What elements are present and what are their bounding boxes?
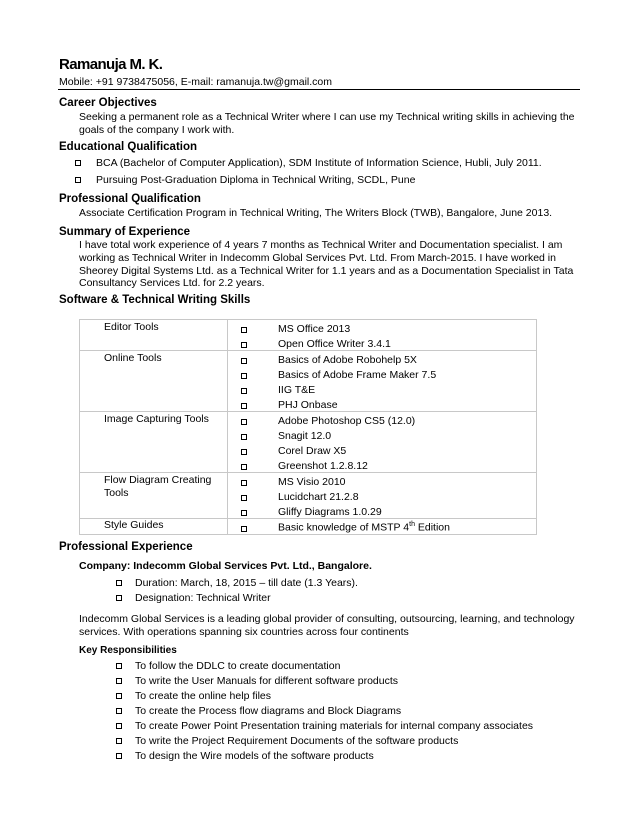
education-item [75, 174, 415, 186]
responsibility-item [116, 675, 398, 687]
skill-category-label: Style Guides [104, 519, 164, 531]
skill-item-text-end: Edition [414, 521, 450, 534]
skill-item-text: Basic knowledge of MSTP 4 [278, 521, 410, 534]
responsibility-text: To create Power Point Presentation training materials for internal company associates [135, 720, 534, 732]
skill-item: Greenshot 1.2.8.12 [278, 460, 368, 472]
bullet-square-icon [116, 580, 122, 586]
bullet-square-icon [241, 388, 247, 394]
bullet-square-icon [116, 663, 122, 669]
table-column-divider [227, 320, 228, 534]
skills-table [79, 319, 537, 535]
bullet-square-icon [241, 373, 247, 379]
bullet-square-icon [116, 753, 122, 759]
bullet-square-icon [241, 419, 247, 425]
skill-item: Adobe Photoshop CS5 (12.0) [278, 415, 416, 427]
skill-item: Basics of Adobe Robohelp 5X [278, 354, 417, 366]
responsibility-text: To write the User Manuals for different software products [135, 675, 399, 687]
contact-line: Mobile: +91 9738475056, E-mail: ramanuja.tw@gmail.com [59, 76, 333, 88]
skills-heading: Software & Technical Writing Skills [59, 294, 251, 306]
skill-category-label: Image Capturing Tools [104, 413, 209, 425]
table-row-divider [80, 411, 536, 412]
career-objectives-text: Seeking a permanent role as a Technical Writer where I can use my Technical writing skills in achieving the goals of the company I work with. [79, 111, 575, 136]
education-item-text: BCA (Bachelor of Computer Application), SDM Institute of Information Science, Hubli, July 2011. [96, 157, 542, 169]
bullet-square-icon [241, 327, 247, 333]
bullet-square-icon [116, 693, 122, 699]
skill-category-label: Flow Diagram Creating Tools [104, 474, 212, 499]
experience-detail-text: Designation: Technical Writer [135, 592, 271, 604]
responsibility-text: To design the Wire models of the software products [135, 750, 374, 762]
responsibility-item [116, 720, 533, 732]
education-item [75, 157, 542, 169]
responsibility-text: To follow the DDLC to create documentation [135, 660, 341, 672]
summary-text: I have total work experience of 4 years 7 months as Technical Writer and Documentation specialist. I am working as Technical Writer in Indecomm Global Services Pvt. Ltd. From March-2015. I have worked in Sheorey Digital Systems Ltd. as a Technical Writer for 1.1 years and as a Documentation Specialist in Tata Consultancy Services Ltd. for 2.2 years. [79, 239, 574, 290]
bullet-square-icon [241, 403, 247, 409]
experience-heading: Professional Experience [59, 541, 193, 553]
company-name: Company: Indecomm Global Services Pvt. Ltd., Bangalore. [79, 560, 372, 572]
experience-detail [116, 577, 358, 589]
skill-item: Corel Draw X5 [278, 445, 347, 457]
experience-detail [116, 592, 271, 604]
responsibility-item [116, 660, 340, 672]
responsibility-item [116, 690, 271, 702]
skill-item: Basics of Adobe Frame Maker 7.5 [278, 369, 437, 381]
bullet-square-icon [241, 358, 247, 364]
educational-qualification-heading: Educational Qualification [59, 141, 198, 153]
skill-item: PHJ Onbase [278, 399, 338, 411]
summary-heading: Summary of Experience [59, 226, 191, 238]
experience-detail-text: Duration: March, 18, 2015 – till date (1.3 Years). [135, 577, 358, 589]
skill-item: Open Office Writer 3.4.1 [278, 338, 391, 350]
bullet-square-icon [116, 723, 122, 729]
bullet-square-icon [116, 678, 122, 684]
bullet-square-icon [241, 449, 247, 455]
responsibility-item [116, 750, 374, 762]
skill-item: IIG T&E [278, 384, 316, 396]
bullet-square-icon [241, 510, 247, 516]
career-objectives-heading: Career Objectives [59, 97, 157, 109]
bullet-square-icon [75, 160, 81, 166]
professional-qualification-heading: Professional Qualification [59, 193, 201, 205]
skill-item: MS Visio 2010 [278, 476, 346, 488]
skill-item: Lucidchart 21.2.8 [278, 491, 359, 503]
bullet-square-icon [241, 464, 247, 470]
table-row-divider [80, 472, 536, 473]
professional-qualification-text: Associate Certification Program in Technical Writing, The Writers Block (TWB), Bangalore, June 2013. [79, 207, 553, 219]
responsibility-item [116, 735, 458, 747]
bullet-square-icon [241, 480, 247, 486]
skill-category-label: Online Tools [104, 352, 162, 364]
bullet-square-icon [241, 342, 247, 348]
skill-item [278, 521, 450, 534]
bullet-square-icon [241, 526, 247, 532]
bullet-square-icon [116, 595, 122, 601]
bullet-square-icon [241, 495, 247, 501]
responsibility-item [116, 705, 401, 717]
bullet-square-icon [75, 177, 81, 183]
skill-item: MS Office 2013 [278, 323, 351, 335]
bullet-square-icon [116, 708, 122, 714]
skill-category-label: Editor Tools [104, 321, 159, 333]
education-item-text: Pursuing Post-Graduation Diploma in Technical Writing, SCDL, Pune [96, 174, 416, 186]
company-description: Indecomm Global Services is a leading global provider of consulting, outsourcing, learning, and technology services. With operations spanning six countries across four continents [79, 613, 575, 638]
skill-item: Gliffy Diagrams 1.0.29 [278, 506, 382, 518]
skill-item: Snagit 12.0 [278, 430, 332, 442]
header-divider [58, 89, 580, 90]
table-row-divider [80, 350, 536, 351]
candidate-name: Ramanuja M. K. [59, 56, 163, 73]
responsibility-text: To write the Project Requirement Documents of the software products [135, 735, 459, 747]
responsibility-text: To create the online help files [135, 690, 272, 702]
bullet-square-icon [241, 434, 247, 440]
responsibility-text: To create the Process flow diagrams and Block Diagrams [135, 705, 402, 717]
ordinal-suffix: th [409, 521, 415, 528]
bullet-square-icon [116, 738, 122, 744]
responsibilities-heading: Key Responsibilities [79, 645, 177, 656]
